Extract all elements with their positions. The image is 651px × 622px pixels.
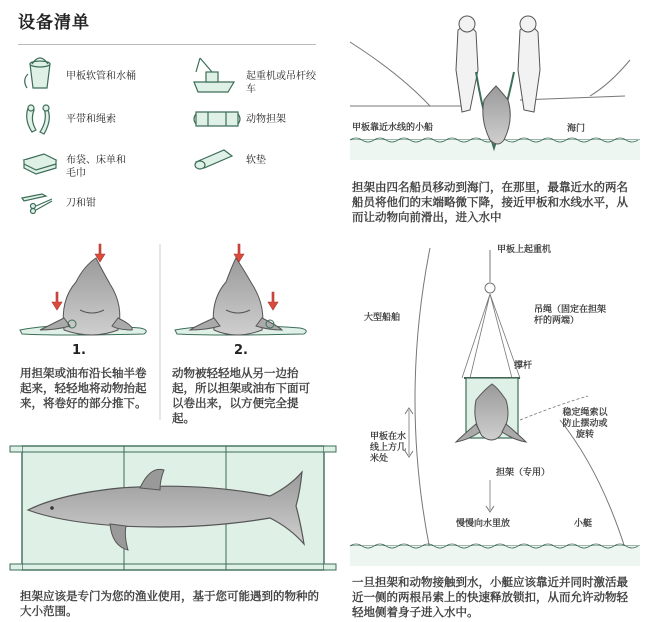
stretcher-icon [194, 112, 240, 126]
spreader-label: 撑杆 [514, 361, 533, 371]
small-boat-crane-label: 小艇 [574, 519, 593, 529]
step-number-2: 2. [234, 343, 248, 358]
stretcher-special-label: 担架（专用） [496, 468, 551, 478]
sea-door-label: 海门 [567, 124, 586, 134]
step-number-1: 1. [72, 343, 86, 358]
title-divider [18, 44, 316, 45]
bucket-hose-icon [25, 58, 50, 88]
equipment-label-stretcher: 动物担架 [246, 114, 286, 125]
crane-scene-caption: 一旦担架和动物接触到水，小艇应该靠近并同时激活最近一侧的两根吊索上的快速释放锁扣，从而允许动物轻轻地侧着身子进入水中。 [352, 575, 628, 619]
step-1-caption: 用担架或油布沿长轴半卷起来，轻轻地将动物抬起来，将卷好的部分推下。 [20, 366, 147, 410]
stretcher-caption: 担架应该是专门为您的渔业使用，基于您可能遇到的物种的大小范围。 [20, 589, 319, 618]
large-vessel-label: 大型船舶 [364, 313, 401, 323]
step2-illustration [175, 244, 306, 335]
boat-scene-caption: 担架由四名船员移动到海门，在那里，最靠近水的两名船员将他们的末端略微下降，接近甲板和水线水平，从而让动物向前滑出，进入水中 [352, 180, 628, 224]
equipment-label-knife-pliers: 刀和钳 [66, 198, 96, 209]
knife-pliers-icon [22, 194, 52, 214]
small-boat-label: 甲板靠近水线的小船 [352, 123, 434, 133]
stretcher-illustration [10, 446, 336, 570]
page-title: 设备清单 [18, 13, 90, 33]
equipment-label-mat-roll: 软垫 [246, 155, 266, 166]
equipment-label-cloth-bags: 布袋、床单和毛巾 [66, 155, 126, 179]
boat-scene [350, 16, 640, 160]
step1-illustration [20, 244, 146, 335]
deck-crane-label: 甲板上起重机 [497, 245, 552, 255]
straps-ropes-icon [27, 105, 50, 134]
cloth-bags-icon [24, 154, 56, 174]
sling-label: 吊绳（固定在担架杆的两端） [534, 305, 607, 326]
equipment-label-crane: 起重机或吊杆绞车 [246, 71, 316, 95]
step-2-caption: 动物被轻轻地从另一边抬起，所以担架或油布下面可以卷出来，以方便完全提起。 [172, 366, 310, 425]
deck-height-label: 甲板在水线上方几米处 [370, 432, 407, 464]
stabilizing-rope-label: 稳定绳索以防止摆动或旋转 [562, 408, 608, 440]
crane-icon [194, 58, 234, 92]
lower-slowly-label: 慢慢向水里放 [456, 519, 511, 529]
equipment-label-bucket-hose: 甲板软管和水桶 [66, 71, 136, 82]
equipment-label-straps-ropes: 平带和绳索 [66, 114, 116, 125]
mat-roll-icon [195, 150, 232, 169]
